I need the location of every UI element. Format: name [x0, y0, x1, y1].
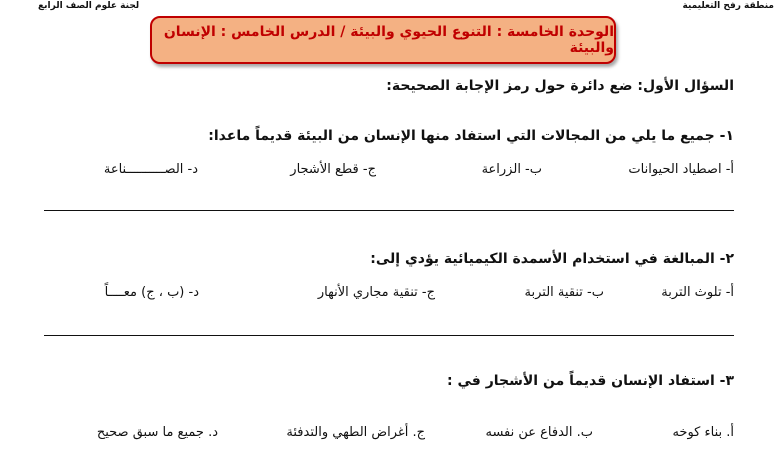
question-2-option-d[interactable]: د- (ب ، ج) معــــاً [104, 285, 199, 300]
lesson-title: الوحدة الخامسة : التنوع الحيوي والبيئة / الدرس الخامس : الإنسان والبيئة [163, 24, 614, 56]
question-1-option-b[interactable]: ب- الزراعة [481, 162, 542, 177]
header-right-label: منطقة رفح التعليمية [682, 1, 774, 11]
lesson-title-box [150, 16, 616, 64]
question-3-option-b[interactable]: ب. الدفاع عن نفسه [485, 425, 593, 440]
question-2-option-b[interactable]: ب- تنقية التربة [524, 285, 604, 300]
question-2-option-c[interactable]: ج- تنقية مجاري الأنهار [317, 285, 435, 300]
question-1-option-d[interactable]: د- الصــــــــــناعة [103, 162, 198, 177]
question-1-option-c[interactable]: ج- قطع الأشجار [290, 162, 376, 177]
answer-line-1 [44, 210, 734, 211]
question-3-stem: ٣- استفاد الإنسان قديماً من الأشجار في : [447, 373, 734, 389]
question-3-option-c[interactable]: ج. أغراض الطهي والتدفئة [286, 425, 425, 440]
main-question-heading: السؤال الأول: ضع دائرة حول رمز الإجابة الصحيحة: [386, 78, 734, 94]
question-2-option-a[interactable]: أ- تلوث التربة [661, 285, 734, 300]
question-3-option-a[interactable]: أ. بناء كوخه [672, 425, 734, 440]
question-2-stem: ٢- المبالغة في استخدام الأسمدة الكيميائية يؤدي إلى: [370, 251, 734, 267]
question-1-option-a[interactable]: أ- اصطياد الحيوانات [628, 162, 734, 177]
question-3-option-d[interactable]: د. جميع ما سبق صحيح [96, 425, 218, 440]
header-left-label: لجنة علوم الصف الرابع [38, 1, 140, 11]
question-1-stem: ١- جميع ما يلي من المجالات التي استفاد منها الإنسان من البيئة قديماً ماعدا: [208, 128, 734, 144]
answer-line-2 [44, 335, 734, 336]
